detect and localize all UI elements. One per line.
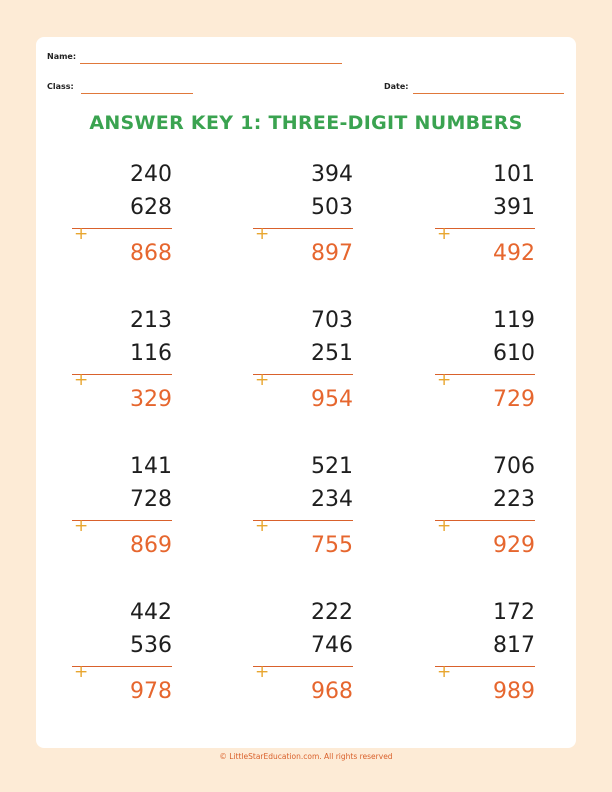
addition-problem xyxy=(72,456,172,596)
plus-sign: + xyxy=(74,516,89,536)
addition-problem xyxy=(72,310,172,450)
addend-top: 706 xyxy=(493,454,535,479)
addend-bottom: 746 xyxy=(311,633,353,658)
addition-problem xyxy=(253,602,353,742)
plus-sign: + xyxy=(255,370,270,390)
answer-value: 492 xyxy=(493,241,535,266)
date-label: Date: xyxy=(384,82,409,91)
answer-value: 929 xyxy=(493,533,535,558)
date-field[interactable] xyxy=(413,93,564,94)
addend-bottom: 251 xyxy=(311,341,353,366)
addend-top: 521 xyxy=(311,454,353,479)
plus-sign: + xyxy=(255,516,270,536)
answer-value: 989 xyxy=(493,679,535,704)
addend-top: 222 xyxy=(311,600,353,625)
addition-problem xyxy=(435,456,535,596)
addend-bottom: 728 xyxy=(130,487,172,512)
addend-bottom: 234 xyxy=(311,487,353,512)
name-label: Name: xyxy=(47,52,77,61)
addition-problem xyxy=(435,602,535,742)
plus-sign: + xyxy=(437,370,452,390)
addend-top: 442 xyxy=(130,600,172,625)
name-field[interactable] xyxy=(80,63,342,64)
answer-value: 329 xyxy=(130,387,172,412)
plus-sign: + xyxy=(74,370,89,390)
answer-value: 978 xyxy=(130,679,172,704)
class-label: Class: xyxy=(47,82,74,91)
answer-value: 868 xyxy=(130,241,172,266)
addend-bottom: 817 xyxy=(493,633,535,658)
addend-bottom: 628 xyxy=(130,195,172,220)
answer-value: 729 xyxy=(493,387,535,412)
worksheet-title: ANSWER KEY 1: THREE-DIGIT NUMBERS xyxy=(89,112,523,134)
addition-problem xyxy=(72,602,172,742)
addend-top: 240 xyxy=(130,162,172,187)
answer-value: 954 xyxy=(311,387,353,412)
plus-sign: + xyxy=(437,662,452,682)
addend-top: 101 xyxy=(493,162,535,187)
addend-top: 172 xyxy=(493,600,535,625)
addend-top: 141 xyxy=(130,454,172,479)
plus-sign: + xyxy=(255,662,270,682)
plus-sign: + xyxy=(74,224,89,244)
addend-top: 703 xyxy=(311,308,353,333)
addend-bottom: 536 xyxy=(130,633,172,658)
addition-problem xyxy=(435,310,535,450)
class-field[interactable] xyxy=(81,93,193,94)
plus-sign: + xyxy=(255,224,270,244)
addition-problem xyxy=(253,310,353,450)
addend-top: 394 xyxy=(311,162,353,187)
answer-value: 869 xyxy=(130,533,172,558)
addition-problem xyxy=(253,456,353,596)
addend-bottom: 610 xyxy=(493,341,535,366)
addend-bottom: 503 xyxy=(311,195,353,220)
footer-copyright: © LittleStarEducation.com. All rights reserved xyxy=(219,752,393,761)
addition-problem xyxy=(435,164,535,304)
addend-bottom: 391 xyxy=(493,195,535,220)
addition-problem xyxy=(72,164,172,304)
addend-top: 119 xyxy=(493,308,535,333)
answer-value: 968 xyxy=(311,679,353,704)
answer-value: 897 xyxy=(311,241,353,266)
addend-bottom: 116 xyxy=(130,341,172,366)
plus-sign: + xyxy=(437,516,452,536)
addend-top: 213 xyxy=(130,308,172,333)
plus-sign: + xyxy=(74,662,89,682)
plus-sign: + xyxy=(437,224,452,244)
answer-value: 755 xyxy=(311,533,353,558)
addend-bottom: 223 xyxy=(493,487,535,512)
addition-problem xyxy=(253,164,353,304)
